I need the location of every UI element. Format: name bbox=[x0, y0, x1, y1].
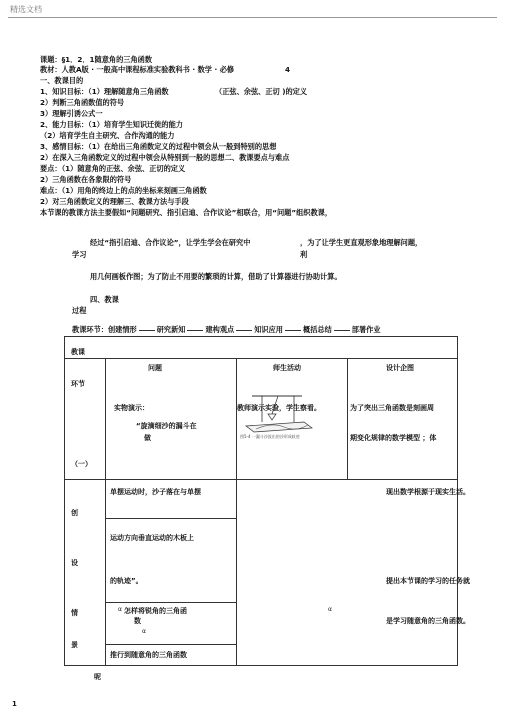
flow-prefix: 教课环节：创建情形 bbox=[72, 325, 137, 334]
header-divider bbox=[8, 17, 497, 18]
alpha-symbol: α bbox=[142, 628, 146, 635]
goal-knowledge: 1、知识目标：（1）理解随意角三角函数 bbox=[40, 87, 169, 96]
tail-text: 呢 bbox=[94, 673, 101, 681]
question-text: 运动方向垂直运动的木板上 bbox=[110, 534, 194, 542]
section-process-2: 过程 bbox=[72, 306, 87, 315]
para-2: 用几何画板作图；为了防止不用要的繁琐的计算，借助了计算器进行协助计算。 bbox=[90, 272, 342, 281]
alpha-symbol: α bbox=[328, 606, 332, 613]
intent-text: 提出本节课的学习的任务就 bbox=[386, 577, 470, 585]
goal-formula: 3）理解引诱公式一 bbox=[40, 109, 103, 118]
flow-step: 概括总结 bbox=[303, 325, 332, 334]
intent-text: 是学习随意角的三角函数。 bbox=[386, 617, 470, 625]
goal-ability: 2、能力目标：（1）培育学生知识迁徙的能力 bbox=[40, 120, 183, 129]
goal-knowledge-def: （正弦、余弦、正切 )的定义 bbox=[215, 87, 308, 96]
intent-text: 现出数学根源于现实生活。 bbox=[386, 488, 470, 496]
detail-cell bbox=[106, 480, 470, 666]
key-points: 要点：（1）随意角的正弦、余弦、正切的定义 bbox=[40, 164, 186, 173]
question-text: “旋滴细沙的漏斗在 bbox=[136, 422, 197, 430]
para-1c: 学习 bbox=[72, 250, 87, 259]
col-head-left: 环节 bbox=[71, 380, 85, 388]
side-label-cell bbox=[65, 480, 106, 666]
method-line: 本节课的教课方法主要假如“问题研究、指引启迪、合作议论”相联合，用“问题”组织教课， bbox=[40, 208, 333, 217]
section-goals: 一、教课目的 bbox=[40, 76, 84, 85]
row-label: 教课 bbox=[71, 348, 85, 356]
flow-line bbox=[72, 325, 381, 335]
table-header-row bbox=[65, 337, 458, 359]
flow-step: 部署作业 bbox=[351, 325, 381, 334]
lesson-topic: 课题：§1．2．1随意角的三角函数 bbox=[40, 55, 153, 64]
difficulty: 难点：（1）用角的终边上的点的坐标来刻画三角函数 bbox=[40, 186, 207, 195]
para-1d: 利 bbox=[300, 250, 308, 259]
section-number: （一） bbox=[71, 460, 92, 468]
flow-step: 研究新知 bbox=[156, 325, 186, 334]
col-head-question: 问题 bbox=[148, 364, 162, 372]
alpha-symbol: α bbox=[118, 606, 122, 613]
side-char: 创 bbox=[71, 509, 78, 517]
flow-step: 建构观点 bbox=[205, 325, 235, 334]
intent-cell bbox=[348, 359, 458, 480]
question-text: 做 bbox=[144, 434, 151, 442]
lesson-table bbox=[64, 336, 470, 666]
goal-emotion: 3、感情目标：（1）在给出三角函数定义的过程中领会从一般到特别的思想 bbox=[40, 142, 277, 151]
side-char: 情 bbox=[71, 609, 78, 617]
question-text: 推行到随意角的三角函数 bbox=[110, 651, 187, 659]
para-1a: 经过“指引启迪、合作议论”，让学生学会在研究中 bbox=[90, 238, 251, 247]
col-head-activity: 师生活动 bbox=[273, 364, 301, 372]
page-number: 1 bbox=[12, 700, 17, 708]
side-char: 设 bbox=[71, 559, 78, 567]
goal-sign: 2）判断三角函数值的符号 bbox=[40, 98, 125, 107]
question-text: 怎样将锐角的三角函 bbox=[124, 607, 187, 615]
question-text: 数 bbox=[134, 617, 141, 625]
funnel-figure bbox=[232, 392, 322, 442]
flow-step: 知识应用 bbox=[254, 325, 283, 334]
col-head-intent: 设计企图 bbox=[386, 364, 414, 372]
textbook-line: 教材：人教A版 · 一般高中课程标准实验教科书 · 数学 · 必修 bbox=[40, 65, 235, 74]
question-text: 单摆运动时，沙子落在与单摆 bbox=[110, 488, 201, 496]
key-points-2: 2）三角函数在各象限的符号 bbox=[40, 175, 132, 184]
textbook-number: 4 bbox=[285, 65, 291, 74]
side-char: 景 bbox=[71, 641, 78, 649]
difficulty-2: 2）对三角函数定义的理解三、教课方法与手段 bbox=[40, 197, 189, 206]
section-process: 四、教课 bbox=[90, 295, 119, 304]
question-cell bbox=[106, 359, 237, 480]
intent-text: 期变化规律的数学模型 ；体 bbox=[350, 434, 437, 442]
question-text: 实物演示： bbox=[114, 404, 149, 412]
goal-ability-2: （2）培育学生自主研究、合作沟通的能力 bbox=[40, 131, 175, 140]
figure-caption: 图5-4 一漏斗沙流出的沙形成轨迹 bbox=[240, 434, 300, 439]
goal-emotion-2: 2）在深入三角函数定义的过程中领会从特别到一般的思想二、教课要点与难点 bbox=[40, 153, 290, 162]
intent-text: 为了突出三角函数是刻画周 bbox=[350, 404, 434, 412]
question-text: 的轨迹”。 bbox=[110, 577, 143, 585]
para-1b: ，为了让学生更直观形象地理解问题， bbox=[300, 238, 423, 247]
activity-text: 教师演示实验，学生察看。 bbox=[237, 404, 321, 412]
page-header: 精选文档 bbox=[10, 5, 42, 14]
section-cell bbox=[65, 359, 106, 480]
